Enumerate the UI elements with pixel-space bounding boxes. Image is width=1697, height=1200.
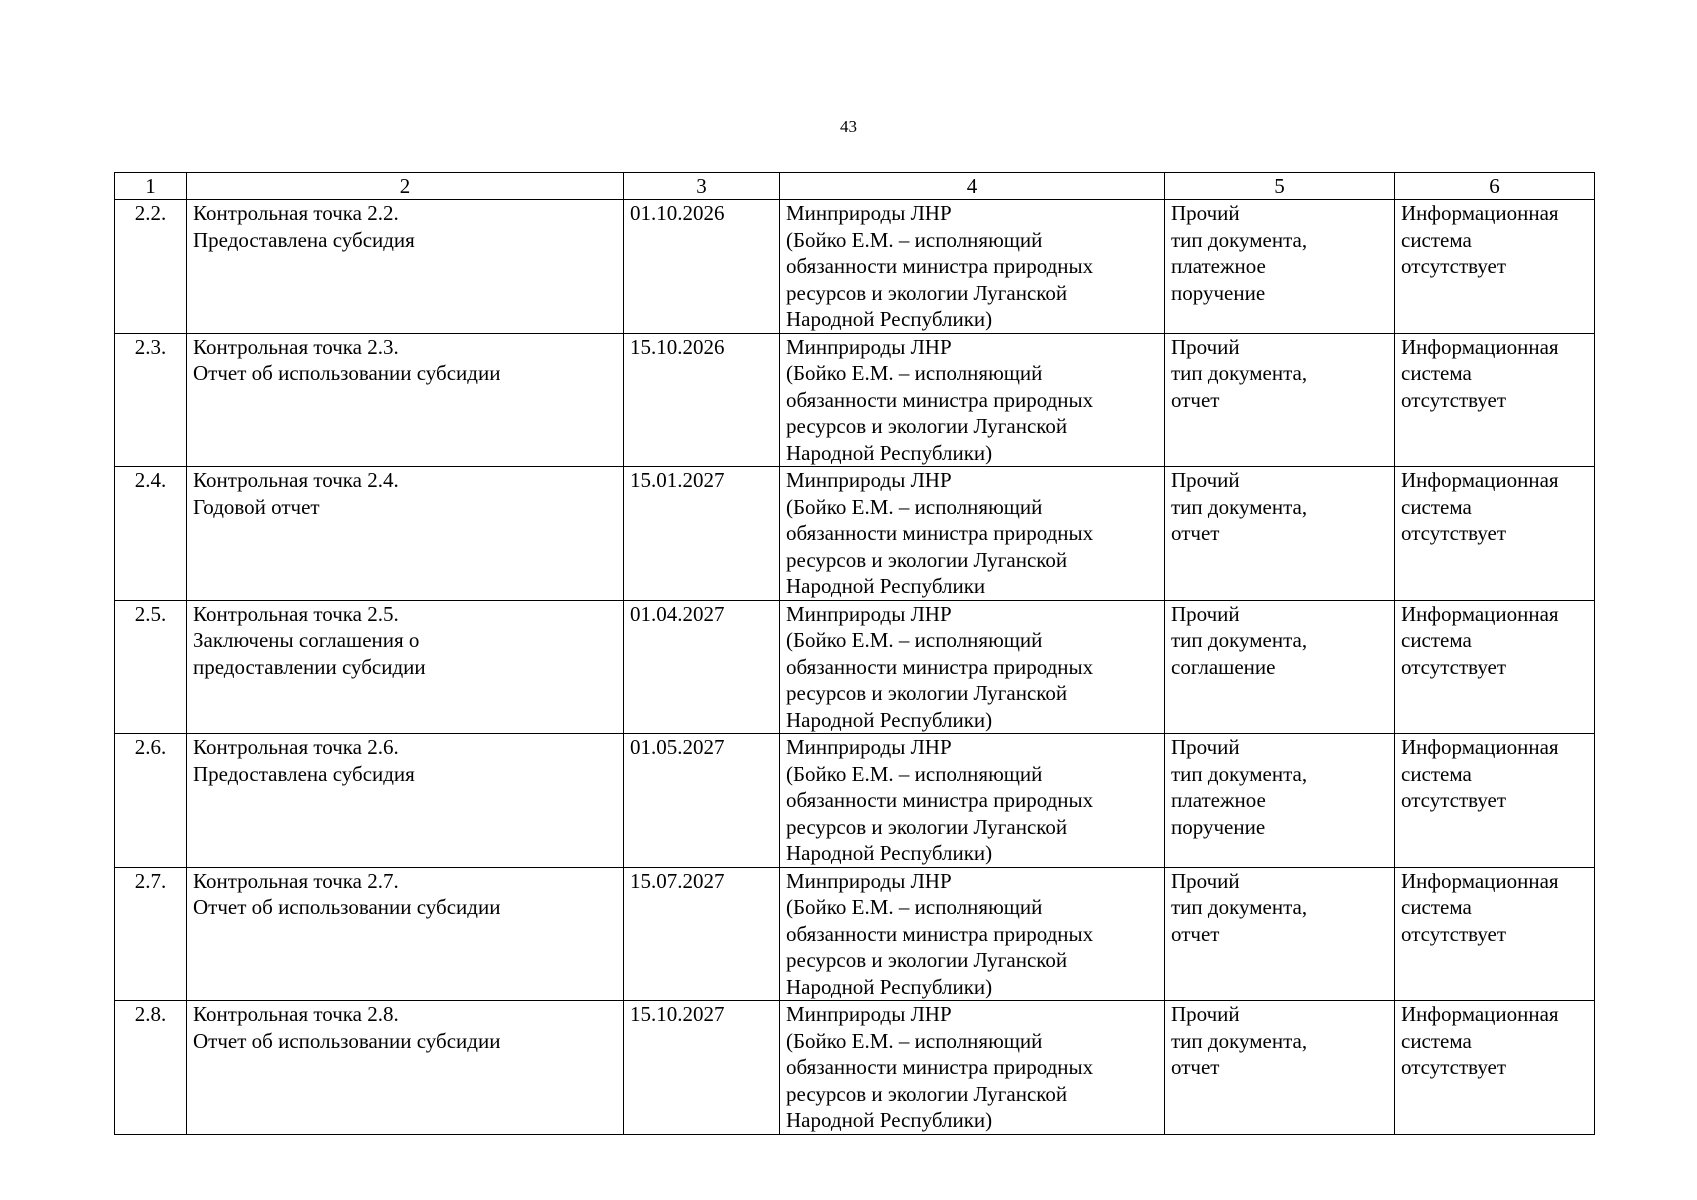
responsible-cell-line: (Бойко Е.М. – исполняющий (786, 494, 1043, 519)
page-number: 43 (840, 117, 857, 136)
event-cell-line: Контрольная точка 2.6. (193, 735, 399, 759)
table-row (115, 600, 1595, 734)
date-cell: 15.10.2027 (624, 1001, 780, 1135)
responsible-cell-line: Минприроды ЛНР (786, 334, 952, 359)
document-type-cell-line: отчет (1171, 387, 1220, 412)
row-number-cell: 2.3. (115, 333, 187, 467)
responsible-cell-line: (Бойко Е.М. – исполняющий (786, 1028, 1043, 1053)
date-cell: 01.05.2027 (624, 734, 780, 868)
document-type-cell-line: тип документа, (1171, 227, 1308, 252)
responsible-cell-line: Народной Республики (786, 574, 986, 598)
document-type-cell (1165, 600, 1395, 734)
responsible-cell (780, 600, 1165, 734)
row-number-cell: 2.8. (115, 1001, 187, 1135)
responsible-cell-line: ресурсов и экологии Луганской (786, 280, 1068, 305)
responsible-cell (780, 333, 1165, 467)
responsible-cell-line: Минприроды ЛНР (786, 601, 952, 626)
responsible-cell (780, 1001, 1165, 1135)
info-system-cell-line: отсутствует (1401, 654, 1507, 679)
row-number-cell: 2.6. (115, 734, 187, 868)
responsible-cell-line: ресурсов и экологии Луганской (786, 948, 1068, 972)
document-type-cell-line: Прочий (1171, 201, 1240, 225)
document-type-cell-line: отчет (1171, 1055, 1220, 1079)
info-system-cell-line: система (1401, 895, 1472, 919)
info-system-cell-line: отсутствует (1401, 521, 1507, 545)
column-header-3: 3 (624, 173, 780, 200)
responsible-cell (780, 734, 1165, 868)
document-type-cell-line: платежное (1171, 788, 1266, 812)
responsible-cell (780, 467, 1165, 601)
document-type-cell-line: поручение (1171, 280, 1266, 305)
info-system-cell (1395, 200, 1595, 334)
event-cell (187, 333, 624, 467)
responsible-cell-line: Народной Республики) (786, 841, 993, 865)
document-type-cell-line: отчет (1171, 921, 1220, 946)
info-system-cell-line: система (1401, 761, 1472, 786)
responsible-cell-line: (Бойко Е.М. – исполняющий (786, 761, 1043, 786)
event-cell-line: Контрольная точка 2.5. (193, 601, 399, 626)
responsible-cell-line: Народной Республики) (786, 1108, 993, 1132)
responsible-cell-line: обязанности министра природных (786, 254, 1094, 278)
row-number-cell: 2.4. (115, 467, 187, 601)
date-cell: 15.01.2027 (624, 467, 780, 601)
responsible-cell-line: (Бойко Е.М. – исполняющий (786, 628, 1043, 652)
document-type-cell-line: Прочий (1171, 468, 1240, 492)
document-type-cell-line: поручение (1171, 814, 1266, 839)
document-type-cell-line: отчет (1171, 521, 1220, 545)
event-cell-line: Отчет об использовании субсидии (193, 1028, 501, 1053)
column-header-1: 1 (115, 173, 187, 200)
document-type-cell-line: Прочий (1171, 735, 1240, 759)
column-header-4: 4 (780, 173, 1165, 200)
event-cell-line: Контрольная точка 2.3. (193, 334, 399, 359)
responsible-cell-line: ресурсов и экологии Луганской (786, 1081, 1068, 1106)
responsible-cell-line: обязанности министра природных (786, 387, 1094, 412)
document-type-cell-line: тип документа, (1171, 1028, 1308, 1053)
responsible-cell-line: ресурсов и экологии Луганской (786, 414, 1068, 438)
event-cell-line: предоставлении субсидии (193, 654, 426, 679)
event-cell (187, 200, 624, 334)
document-type-cell (1165, 333, 1395, 467)
row-number-cell: 2.2. (115, 200, 187, 334)
responsible-cell-line: ресурсов и экологии Луганской (786, 814, 1068, 839)
event-cell (187, 1001, 624, 1135)
info-system-cell-line: Информационная (1401, 201, 1559, 225)
document-type-cell (1165, 1001, 1395, 1135)
info-system-cell-line: Информационная (1401, 868, 1559, 893)
document-type-cell-line: тип документа, (1171, 761, 1308, 786)
event-cell-line: Годовой отчет (193, 494, 320, 519)
column-header-5: 5 (1165, 173, 1395, 200)
responsible-cell-line: обязанности министра природных (786, 654, 1094, 679)
event-cell-line: Контрольная точка 2.4. (193, 468, 399, 492)
responsible-cell-line: Минприроды ЛНР (786, 201, 952, 225)
document-type-cell (1165, 467, 1395, 601)
table-row (115, 200, 1595, 334)
document-type-cell-line: Прочий (1171, 868, 1240, 893)
info-system-cell-line: Информационная (1401, 334, 1559, 359)
responsible-cell-line: Народной Республики) (786, 707, 993, 732)
info-system-cell-line: система (1401, 361, 1472, 385)
date-cell: 01.10.2026 (624, 200, 780, 334)
info-system-cell-line: отсутствует (1401, 1055, 1507, 1079)
table-row (115, 1001, 1595, 1135)
table-row (115, 734, 1595, 868)
responsible-cell-line: Народной Республики) (786, 974, 993, 999)
event-cell-line: Заключены соглашения о (193, 628, 420, 652)
document-type-cell-line: платежное (1171, 254, 1266, 278)
responsible-cell-line: Народной Республики) (786, 307, 993, 331)
document-type-cell (1165, 200, 1395, 334)
document-type-cell-line: тип документа, (1171, 628, 1308, 652)
info-system-cell-line: отсутствует (1401, 921, 1507, 946)
info-system-cell-line: отсутствует (1401, 788, 1507, 812)
event-cell (187, 867, 624, 1001)
table-row (115, 467, 1595, 601)
responsible-cell-line: Народной Республики) (786, 440, 993, 465)
event-cell-line: Отчет об использовании субсидии (193, 895, 501, 919)
table-row (115, 333, 1595, 467)
row-number-cell: 2.7. (115, 867, 187, 1001)
info-system-cell-line: отсутствует (1401, 254, 1507, 278)
info-system-cell-line: система (1401, 1028, 1472, 1053)
info-system-cell-line: Информационная (1401, 468, 1559, 492)
column-number-row (115, 173, 1595, 200)
column-header-6: 6 (1395, 173, 1595, 200)
document-type-cell-line: тип документа, (1171, 494, 1308, 519)
info-system-cell (1395, 467, 1595, 601)
responsible-cell-line: обязанности министра природных (786, 521, 1094, 545)
responsible-cell-line: (Бойко Е.М. – исполняющий (786, 895, 1043, 919)
event-cell (187, 734, 624, 868)
date-cell: 15.07.2027 (624, 867, 780, 1001)
info-system-cell-line: система (1401, 494, 1472, 519)
document-type-cell-line: тип документа, (1171, 895, 1308, 919)
event-cell-line: Контрольная точка 2.7. (193, 868, 399, 893)
responsible-cell-line: ресурсов и экологии Луганской (786, 547, 1068, 572)
row-number-cell: 2.5. (115, 600, 187, 734)
control-points-table (114, 172, 1595, 1135)
document-type-cell (1165, 734, 1395, 868)
info-system-cell (1395, 734, 1595, 868)
info-system-cell (1395, 600, 1595, 734)
info-system-cell-line: Информационная (1401, 735, 1559, 759)
info-system-cell (1395, 333, 1595, 467)
event-cell-line: Предоставлена субсидия (193, 227, 415, 252)
document-type-cell-line: Прочий (1171, 1002, 1240, 1026)
info-system-cell-line: система (1401, 227, 1472, 252)
document-type-cell (1165, 867, 1395, 1001)
responsible-cell-line: обязанности министра природных (786, 788, 1094, 812)
info-system-cell (1395, 867, 1595, 1001)
responsible-cell-line: Минприроды ЛНР (786, 868, 952, 893)
date-cell: 15.10.2026 (624, 333, 780, 467)
event-cell-line: Предоставлена субсидия (193, 761, 415, 786)
info-system-cell-line: отсутствует (1401, 387, 1507, 412)
responsible-cell-line: обязанности министра природных (786, 921, 1094, 946)
responsible-cell-line: ресурсов и экологии Луганской (786, 681, 1068, 705)
event-cell (187, 600, 624, 734)
responsible-cell-line: Минприроды ЛНР (786, 1002, 952, 1026)
event-cell-line: Контрольная точка 2.8. (193, 1002, 399, 1026)
info-system-cell-line: система (1401, 628, 1472, 652)
info-system-cell-line: Информационная (1401, 601, 1559, 626)
event-cell-line: Отчет об использовании субсидии (193, 361, 501, 385)
event-cell (187, 467, 624, 601)
info-system-cell-line: Информационная (1401, 1002, 1559, 1026)
table-row (115, 867, 1595, 1001)
responsible-cell (780, 867, 1165, 1001)
column-header-2: 2 (187, 173, 624, 200)
document-type-cell-line: Прочий (1171, 601, 1240, 626)
responsible-cell-line: Минприроды ЛНР (786, 468, 952, 492)
responsible-cell (780, 200, 1165, 334)
date-cell: 01.04.2027 (624, 600, 780, 734)
event-cell-line: Контрольная точка 2.2. (193, 201, 399, 225)
document-type-cell-line: Прочий (1171, 334, 1240, 359)
responsible-cell-line: (Бойко Е.М. – исполняющий (786, 227, 1043, 252)
responsible-cell-line: Минприроды ЛНР (786, 735, 952, 759)
document-type-cell-line: соглашение (1171, 654, 1276, 679)
document-type-cell-line: тип документа, (1171, 361, 1308, 385)
responsible-cell-line: обязанности министра природных (786, 1055, 1094, 1079)
table-body (115, 200, 1595, 1135)
responsible-cell-line: (Бойко Е.М. – исполняющий (786, 361, 1043, 385)
info-system-cell (1395, 1001, 1595, 1135)
